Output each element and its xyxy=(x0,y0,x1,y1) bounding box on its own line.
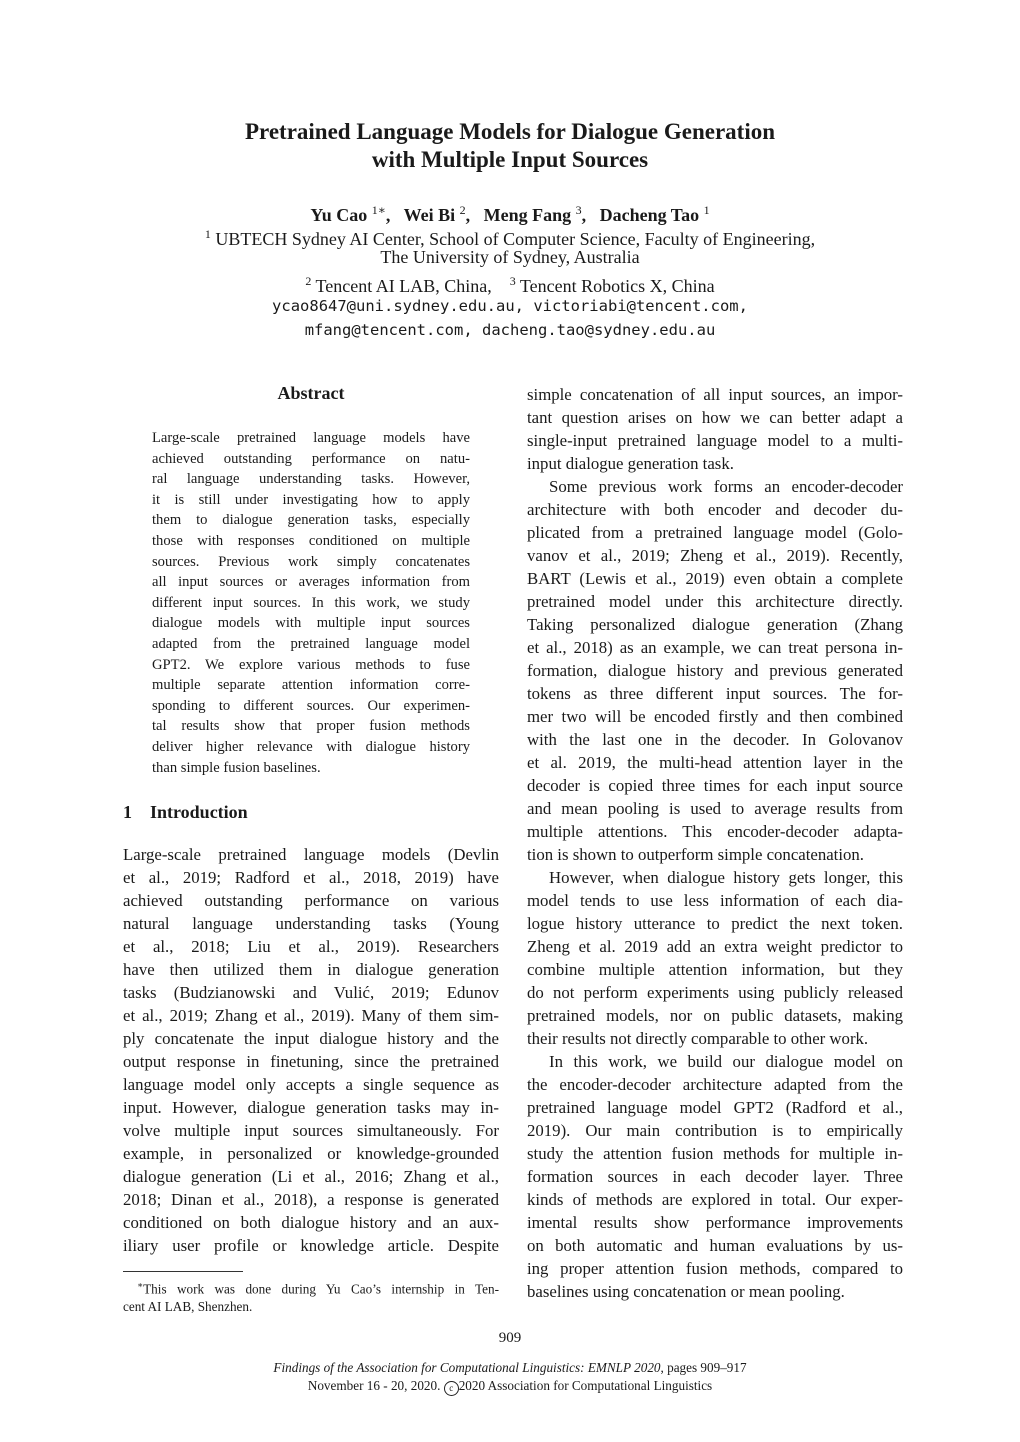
abstract-heading: Abstract xyxy=(277,383,345,403)
section-heading-introduction xyxy=(123,802,248,823)
text-line: conditioned on both dialogue history and an aux- xyxy=(123,1213,499,1232)
text-line: logue history utterance to predict the next token. xyxy=(527,914,903,933)
page-number: 909 xyxy=(498,1330,522,1346)
text-line: et al., 2019; Radford et al., 2018, 2019) have xyxy=(123,868,499,887)
author-mark: 1∗ xyxy=(371,203,386,217)
affiliation-line-1: $^1$ UBTECH Sydney AI Center, School of Computer Science, Faculty of Engineering, xyxy=(204,227,816,249)
text-line: adapted from the pretrained language model xyxy=(152,635,470,652)
text-line: Large-scale pretrained language models (Devlin xyxy=(123,845,499,864)
text-line: tant question arises on how we can better adapt a xyxy=(527,408,903,427)
text-line: vanov et al., 2019; Zheng et al., 2019). Recently, xyxy=(527,546,903,565)
text-line: GPT2. We explore various methods to fuse xyxy=(152,656,470,673)
text-line: different input sources. In this work, we study xyxy=(152,594,470,611)
text-line: input dialogue generation task. xyxy=(527,454,734,473)
author-mark: 1 xyxy=(703,203,710,217)
paragraph xyxy=(527,383,903,475)
text-line: on both automatic and human evaluations by us- xyxy=(527,1236,903,1255)
text-line: dialogue models with multiple input sources xyxy=(152,615,470,632)
email-line-2: mfang@tencent.com, dacheng.tao@sydney.edu.au xyxy=(304,321,716,339)
text-line: deliver higher relevance with dialogue history xyxy=(152,738,470,755)
text-line: sponding to different sources. Our experimen- xyxy=(152,697,470,714)
text-line: pretrained model under this architecture directly. xyxy=(527,592,903,611)
abstract-body xyxy=(152,428,470,778)
text-line: Taking personalized dialogue generation (Zhang xyxy=(527,615,903,634)
text-line: dialogue generation (Li et al., 2016; Zhang et al., xyxy=(123,1167,499,1186)
text-line: and mean pooling is used to average results from xyxy=(527,799,903,818)
text-line: In this work, we build our dialogue model on xyxy=(549,1052,903,1071)
text-line: volve multiple input sources simultaneously. For xyxy=(123,1121,499,1140)
text-line: natural language understanding tasks (Young xyxy=(123,914,499,933)
text-line: et al. 2019, the multi-head attention layer in the xyxy=(527,753,903,772)
text-line: than simple fusion baselines. xyxy=(152,759,321,776)
text-line: single-input pretrained language model to a multi- xyxy=(527,431,903,450)
footnote: ∗This work was done during Yu Cao’s internship in Ten- cent AI LAB, Shenzhen. xyxy=(123,1280,499,1315)
text-line: However, when dialogue history gets longer, this xyxy=(549,868,903,887)
text-line: their results not directly comparable to other work. xyxy=(527,1029,869,1048)
text-line: et al., 2018; Liu et al., 2019). Researchers xyxy=(123,937,499,956)
text-line: formation sources in each decoder layer. Three xyxy=(527,1167,903,1186)
text-line: multiple separate attention information corre- xyxy=(152,677,470,694)
text-line: all input sources or averages information from xyxy=(152,574,470,591)
text-line: kinds of methods are explored in total. Our exper- xyxy=(527,1190,903,1209)
text-line: tokens as three different input sources. The for- xyxy=(527,684,903,703)
affiliation-line-2: The University of Sydney, Australia xyxy=(380,247,640,267)
text-line: 2019). Our main contribution is to empirically xyxy=(527,1121,903,1140)
text-line: formation, dialogue history and previous generated xyxy=(527,661,903,680)
title-line-1: Pretrained Language Models for Dialogue Generation xyxy=(244,119,776,144)
author-mark: 3 xyxy=(575,203,582,217)
copyright-icon: c xyxy=(444,1381,459,1396)
text-line: ral language understanding tasks. However, xyxy=(152,471,470,488)
text-line: BART (Lewis et al., 2019) even obtain a complete xyxy=(527,569,903,588)
introduction-body xyxy=(123,843,499,1257)
affiliation-line-3: $^2$ Tencent AI LAB, China, $^3$ Tencent Robotics X, China xyxy=(305,274,715,296)
text-line: et al., 2018) as an example, we can treat persona in- xyxy=(527,638,903,657)
text-line: the encoder-decoder architecture adapted from the xyxy=(527,1075,903,1094)
text-line: iliary user profile or knowledge article. Despite xyxy=(123,1236,499,1255)
paper-title xyxy=(0,118,1020,174)
text-line: architecture with both encoder and decoder du- xyxy=(527,500,903,519)
text-line: baselines using concatenation or mean pooling. xyxy=(527,1282,845,1301)
author-name: Wei Bi xyxy=(403,205,456,225)
text-line: input. However, dialogue generation tasks may in- xyxy=(123,1098,499,1117)
text-line: study the attention fusion methods for multiple in- xyxy=(527,1144,903,1163)
text-line: output response in finetuning, since the pretrained xyxy=(123,1052,499,1071)
text-line: model tends to use less information of each dia- xyxy=(527,891,903,910)
email-line-1: ycao8647@uni.sydney.edu.au, victoriabi@tencent.com, xyxy=(272,297,748,315)
text-line: Large-scale pretrained language models have xyxy=(152,430,470,446)
text-line: those with responses conditioned on multiple xyxy=(152,532,470,549)
text-line: achieved outstanding performance on various xyxy=(123,891,499,910)
text-line: language model only accepts a single sequence as xyxy=(123,1075,499,1094)
text-line: Zheng et al. 2019 add an extra weight predictor to xyxy=(527,937,903,956)
author-name: Dacheng Tao xyxy=(599,205,700,225)
author-name: Meng Fang xyxy=(483,205,572,225)
paragraph xyxy=(527,475,903,866)
text-line: it is still under investigating how to apply xyxy=(152,491,470,508)
paragraph xyxy=(527,1050,903,1303)
text-line: multiple attentions. This encoder-decoder adapta- xyxy=(527,822,903,841)
text-line: tal results show that proper fusion methods xyxy=(152,718,470,735)
text-line: with the last one in the decoder. In Golovanov xyxy=(527,730,903,749)
text-line: pretrained language model GPT2 (Radford et al., xyxy=(527,1098,903,1117)
text-line: ply concatenate the input dialogue history and the xyxy=(123,1029,499,1048)
text-line: tion is shown to outperform simple concatenation. xyxy=(527,845,864,864)
section-title: Introduction xyxy=(150,802,248,822)
text-line: et al., 2019; Zhang et al., 2019). Many of them sim- xyxy=(123,1006,499,1025)
text-line: decoder is copied three times for each input source xyxy=(527,776,903,795)
footnote-rule xyxy=(123,1271,243,1272)
title-line-2: with Multiple Input Sources xyxy=(371,147,649,172)
section-number: 1 xyxy=(123,802,132,822)
text-line: them to dialogue generation tasks, especially xyxy=(152,512,470,529)
text-line: 2018; Dinan et al., 2018), a response is generated xyxy=(123,1190,499,1209)
text-line: do not perform experiments using publicly released xyxy=(527,983,903,1002)
paragraph xyxy=(527,866,903,1050)
text-line: example, in personalized or knowledge-grounded xyxy=(123,1144,499,1163)
text-line: have then utilized them in dialogue generation xyxy=(123,960,499,979)
text-line: plicated from a pretrained language model (Golo- xyxy=(527,523,903,542)
right-column-body xyxy=(527,383,903,1303)
text-line: simple concatenation of all input sources, an impor- xyxy=(527,385,903,404)
text-line: achieved outstanding performance on natu- xyxy=(152,450,470,467)
text-line: pretrained models, nor on public datasets, making xyxy=(527,1006,903,1025)
venue-footer: Findings of the Association for Computational Linguistics: EMNLP 2020, pages 909–917 November 16 - 20, 2020. c 2020 Association for Computational Linguistics xyxy=(0,1359,1020,1396)
text-line: imental results show performance improvements xyxy=(527,1213,903,1232)
text-line: mer two will be encoded firstly and then combined xyxy=(527,707,903,726)
author-mark: 2 xyxy=(459,203,466,217)
text-line: sources. Previous work simply concatenates xyxy=(152,553,470,570)
text-line: tasks (Budzianowski and Vulić, 2019; Edunov xyxy=(123,983,499,1002)
text-line: combine multiple attention information, but they xyxy=(527,960,903,979)
text-line: Some previous work forms an encoder-decoder xyxy=(549,477,903,496)
author-name: Yu Cao xyxy=(310,205,368,225)
text-line: ing proper attention fusion methods, compared to xyxy=(527,1259,903,1278)
author-list: Yu Cao $^{1∗}$, Wei Bi $^2$, Meng Fang $^3$, Dacheng Tao $^1$ xyxy=(310,203,710,225)
